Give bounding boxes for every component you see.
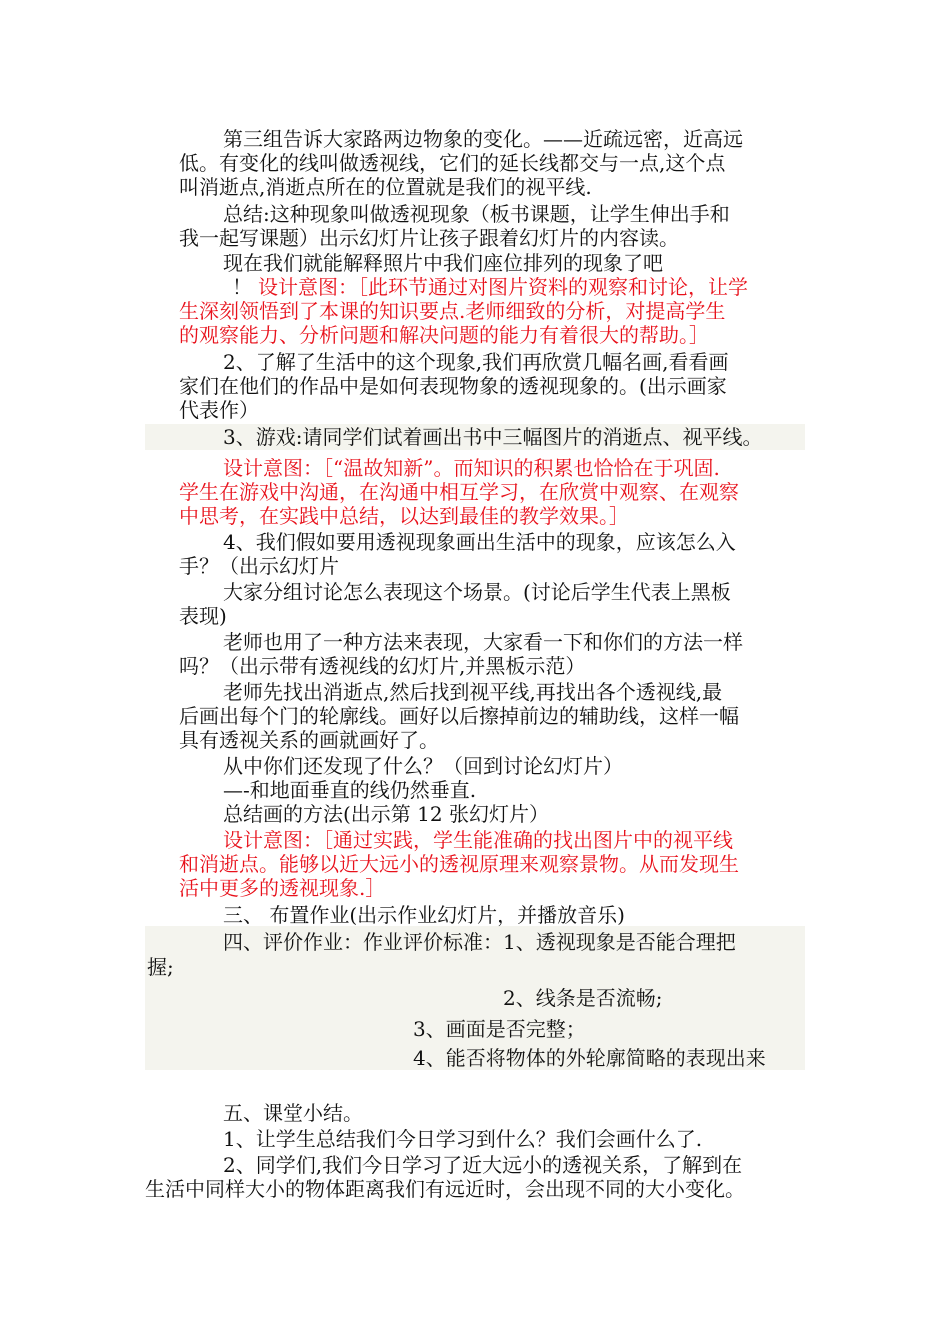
design-intent-note: 的观察能力、分析问题和解决问题的能力有着很大的帮助。］	[179, 323, 709, 347]
text-line: 总结:这种现象叫做透视现象（板书课题，让学生伸出手和	[223, 202, 730, 226]
text-line: 老师先找出消逝点,然后找到视平线,再找出各个透视线,最	[223, 680, 723, 704]
text-line: 2、同学们,我们今日学习了近大远小的透视关系，了解到在	[223, 1153, 743, 1177]
text-line: 家们在他们的作品中是如何表现物象的透视现象的。(出示画家	[179, 374, 727, 398]
design-intent-note: 设计意图：［此环节通过对图片资料的观察和讨论，让学	[258, 275, 748, 299]
text-line: 3、游戏:请同学们试着画出书中三幅图片的消逝点、视平线。	[223, 425, 763, 449]
text-line: 2、了解了生活中的这个现象,我们再欣赏几幅名画,看看画	[223, 350, 729, 374]
text-line: 后画出每个门的轮廓线。画好以后擦掉前边的辅助线，这样一幅	[179, 704, 739, 728]
text-line: 总结画的方法(出示第 12 张幻灯片）	[223, 802, 549, 826]
text-line: 大家分组讨论怎么表现这个场景。(讨论后学生代表上黑板	[223, 580, 731, 604]
text-line: 低。有变化的线叫做透视线，它们的延长线都交与一点,这个点	[179, 151, 726, 175]
section-heading: 三、 布置作业(出示作业幻灯片，并播放音乐)	[223, 903, 625, 927]
text-line: 握;	[147, 955, 174, 979]
exclamation-mark: ！	[232, 275, 252, 299]
text-line: 4、我们假如要用透视现象画出生活中的现象，应该怎么入	[223, 530, 736, 554]
section-heading: 五、课堂小结。	[223, 1101, 363, 1125]
design-intent-note: 和消逝点。能够以近大远小的透视原理来观察景物。从而发现生	[179, 852, 739, 876]
text-line: 表现)	[179, 604, 227, 628]
design-intent-note: 中思考，在实践中总结，以达到最佳的教学效果。］	[179, 504, 629, 528]
text-line: 我一起写课题）出示幻灯片让孩子跟着幻灯片的内容读。	[179, 226, 679, 250]
text-line: 四、评价作业：作业评价标准：1、透视现象是否能合理把	[223, 930, 736, 954]
criteria-item: 3、画面是否完整；	[413, 1017, 586, 1041]
design-intent-note: 活中更多的透视现象.］	[179, 876, 386, 900]
criteria-item: 4、能否将物体的外轮廓简略的表现出来	[413, 1046, 766, 1070]
design-intent-note: 学生在游戏中沟通，在沟通中相互学习，在欣赏中观察、在观察	[179, 480, 739, 504]
text-line: 吗？（出示带有透视线的幻灯片,并黑板示范）	[179, 654, 586, 678]
text-line: 1、让学生总结我们今日学习到什么？我们会画什么了.	[223, 1127, 703, 1151]
text-line: 从中你们还发现了什么？（回到讨论幻灯片）	[223, 754, 623, 778]
text-line: 代表作）	[179, 398, 259, 422]
text-line: 第三组告诉大家路两边物象的变化。——近疏远密，近高远	[223, 127, 743, 151]
design-intent-note: 设计意图：［“温故知新”。而知识的积累也恰恰在于巩固.	[223, 456, 720, 480]
text-line: 老师也用了一种方法来表现，大家看一下和你们的方法一样	[223, 630, 743, 654]
text-line: 具有透视关系的画就画好了。	[179, 728, 439, 752]
criteria-item: 2、线条是否流畅;	[503, 986, 663, 1010]
design-intent-note: 生深刻领悟到了本课的知识要点.老师细致的分析，对提高学生	[179, 299, 726, 323]
text-line: 生活中同样大小的物体距离我们有远近时，会出现不同的大小变化。	[145, 1177, 745, 1201]
text-line: 手？（出示幻灯片	[179, 554, 339, 578]
text-line: 叫消逝点,消逝点所在的位置就是我们的视平线.	[179, 175, 592, 199]
text-line: 现在我们就能解释照片中我们座位排列的现象了吧	[223, 251, 663, 275]
design-intent-note: 设计意图：［通过实践，学生能准确的找出图片中的视平线	[223, 828, 733, 852]
text-line: —-和地面垂直的线仍然垂直.	[223, 778, 477, 802]
